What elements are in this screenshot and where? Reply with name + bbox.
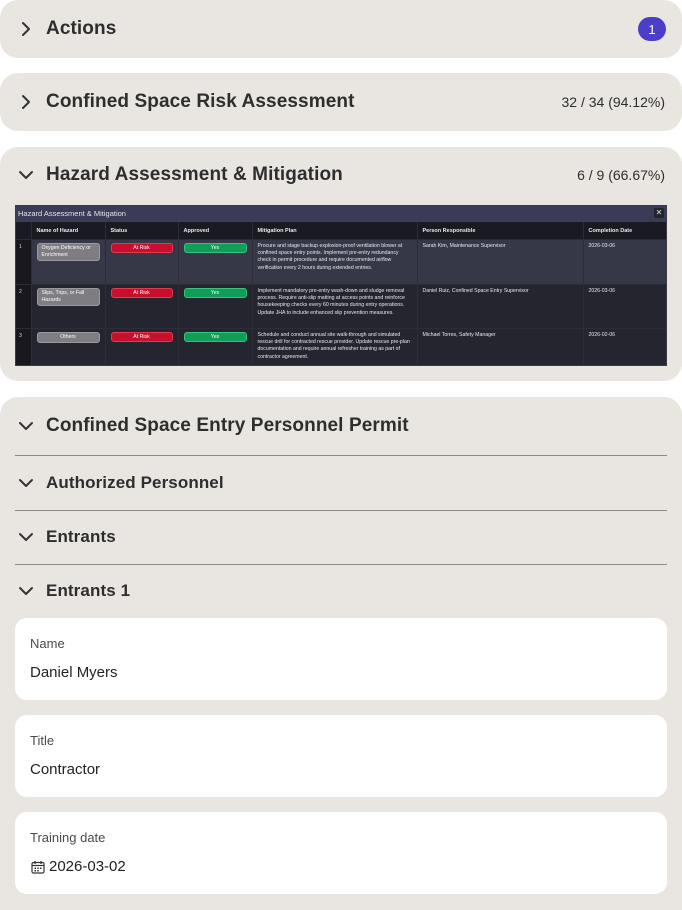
approved-badge: Yes [184, 332, 247, 342]
risk-assessment-header[interactable] [0, 82, 682, 122]
section-title: Confined Space Risk Assessment [46, 91, 355, 112]
row-number: 2 [16, 285, 31, 329]
approved-cell [178, 329, 252, 367]
person-responsible: Daniel Ruiz, Confined Space Entry Supervisor [417, 285, 583, 329]
entrants-header[interactable] [0, 517, 682, 557]
authorized-personnel-header[interactable] [0, 463, 682, 503]
progress-text: 32 / 34 (94.12%) [561, 94, 665, 110]
completion-date: 2026-03-06 [583, 285, 667, 329]
column-header[interactable]: Mitigation Plan [252, 222, 417, 240]
table-row[interactable] [16, 240, 667, 285]
divider [15, 455, 667, 456]
close-icon[interactable]: ✕ [655, 208, 663, 217]
subsection-title: Authorized Personnel [46, 473, 224, 492]
field-label: Name [30, 636, 65, 651]
completion-date: 2026-03-06 [583, 240, 667, 285]
status-cell [105, 329, 178, 367]
subsection-title: Entrants [46, 527, 116, 546]
column-header[interactable]: Person Responsible [417, 222, 583, 240]
subsection-title: Entrants 1 [46, 581, 131, 600]
chevron-down-icon [18, 418, 34, 434]
row-number-header [16, 222, 31, 240]
window-title: Hazard Assessment & Mitigation [18, 209, 126, 218]
approved-badge: Yes [184, 288, 247, 298]
window-titlebar [16, 206, 666, 222]
progress-text: 6 / 9 (66.67%) [577, 167, 665, 183]
completion-date: 2026-02-06 [583, 329, 667, 367]
hazard-cell [31, 329, 105, 367]
approved-cell [178, 285, 252, 329]
status-badge: At Risk [111, 332, 173, 342]
mitigation-plan: Implement mandatory pre-entry wash-down and sludge removal process. Require anti-slip matting at access points and reinforce housekeeping checks every 60 minutes during entry operations. Update JHA to include enhanced slip prevention measures. [252, 285, 417, 329]
chevron-down-icon [18, 167, 34, 183]
section-title: Hazard Assessment & Mitigation [46, 164, 343, 185]
column-header[interactable]: Status [105, 222, 178, 240]
column-header[interactable]: Completion Date [583, 222, 667, 240]
status-cell [105, 240, 178, 285]
field-value[interactable]: 2026-03-02 [49, 858, 126, 875]
hazard-header[interactable] [0, 155, 682, 195]
calendar-icon [31, 860, 45, 874]
person-responsible: Sarah Kim, Maintenance Supervisor [417, 240, 583, 285]
table-row[interactable] [16, 329, 667, 367]
status-badge: At Risk [111, 288, 173, 298]
status-cell [105, 285, 178, 329]
permit-section [0, 397, 682, 910]
entrants-1-header[interactable] [0, 571, 682, 611]
hazard-table-window [15, 205, 667, 366]
chevron-down-icon [18, 475, 34, 491]
hazard-tag: Slips, Trips, or Fall Hazards [37, 288, 100, 306]
column-header[interactable]: Name of Hazard [31, 222, 105, 240]
risk-assessment-section [0, 73, 682, 131]
actions-header[interactable] [0, 9, 682, 49]
section-title: Confined Space Entry Personnel Permit [46, 415, 409, 436]
name-field[interactable] [15, 618, 667, 700]
hazard-cell [31, 285, 105, 329]
field-value[interactable]: Daniel Myers [30, 664, 118, 681]
row-number: 1 [16, 240, 31, 285]
field-label: Title [30, 733, 55, 748]
title-field[interactable] [15, 715, 667, 797]
status-badge: At Risk [111, 243, 173, 253]
divider [15, 510, 667, 511]
field-label: Training date [30, 830, 106, 845]
hazard-cell [31, 240, 105, 285]
hazard-tag: Oxygen Deficiency or Enrichment [37, 243, 100, 261]
count-badge: 1 [638, 17, 666, 41]
training-date-field[interactable] [15, 812, 667, 894]
actions-section [0, 0, 682, 58]
table-header-row [16, 222, 667, 240]
section-title: Actions [46, 18, 117, 39]
approved-cell [178, 240, 252, 285]
permit-header[interactable] [0, 406, 682, 446]
column-header[interactable]: Approved [178, 222, 252, 240]
mitigation-plan: Procure and stage backup explosion-proof ventilation blower at confined space entry points. Implement pre-entry redundancy check in permit procedure and require documented airflow verification every 2 hours during extended entries. [252, 240, 417, 285]
row-number: 3 [16, 329, 31, 367]
hazard-section [0, 147, 682, 381]
table-row[interactable] [16, 285, 667, 329]
hazard-table [16, 222, 667, 366]
hazard-tag: Others [37, 332, 100, 343]
approved-badge: Yes [184, 243, 247, 253]
field-value[interactable]: Contractor [30, 761, 101, 778]
person-responsible: Michael Torres, Safety Manager [417, 329, 583, 367]
divider [15, 564, 667, 565]
chevron-right-icon [18, 21, 34, 37]
mitigation-plan: Schedule and conduct annual site walk-through and simulated rescue drill for contracted rescue provider. Update rescue pre-plan documentation and require annual refresher training as part of contractor agreement. [252, 329, 417, 367]
chevron-down-icon [18, 583, 34, 599]
chevron-right-icon [18, 94, 34, 110]
chevron-down-icon [18, 529, 34, 545]
